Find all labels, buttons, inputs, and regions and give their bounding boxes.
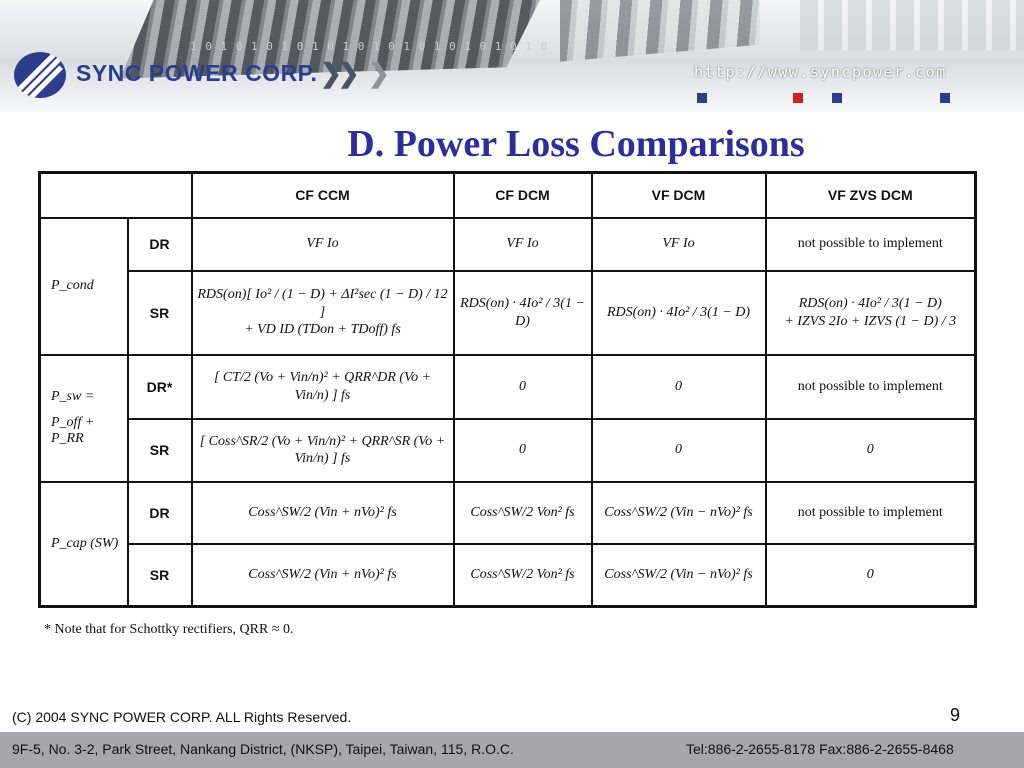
copyright-text: (C) 2004 SYNC POWER CORP. ALL Rights Reserved.: [12, 709, 352, 725]
formula-cell: [192, 271, 454, 355]
formula-line: + IZVS 2Io + IZVS (1 − D) / 3: [784, 313, 957, 329]
group-text: P_sw =: [51, 389, 95, 404]
decor-square: [793, 93, 803, 103]
decor-square: [697, 93, 707, 103]
formula-cell: RDS(on) · 4Io² / 3(1 − D): [454, 271, 592, 355]
column-header: CF CCM: [192, 173, 454, 218]
decor-square: [832, 93, 842, 103]
formula-cell: [766, 271, 976, 355]
table-header-row: [40, 173, 976, 218]
type-label: DR*: [128, 355, 192, 419]
table-row: [40, 419, 976, 482]
type-label: DR: [128, 218, 192, 271]
formula-cell: Coss^SW/2 Von² fs: [454, 544, 592, 607]
header-banner: [0, 0, 1024, 112]
formula-cell: VF Io: [454, 218, 592, 271]
value-cell: 0: [766, 419, 976, 482]
value-cell: 0: [592, 355, 766, 419]
table-row: [40, 218, 976, 271]
column-header: VF DCM: [592, 173, 766, 218]
formula-line: + VD ID (TDon + TDoff) fs: [244, 322, 401, 338]
formula-cell: [ CT/2 (Vo + Vin/n)² + QRR^DR (Vo + Vin/n) ] fs: [192, 355, 454, 419]
chevron-right-icon: ❯❯: [320, 58, 356, 88]
formula-cell: Coss^SW/2 (Vin + nVo)² fs: [192, 482, 454, 544]
group-text: P_cond: [51, 278, 94, 293]
building-graphic: [560, 0, 760, 112]
group-label-sw: [40, 355, 128, 482]
table-row: [40, 544, 976, 607]
footnote: * Note that for Schottky rectifiers, QRR ≈ 0.: [44, 622, 294, 637]
table-row: [40, 355, 976, 419]
formula-cell: VF Io: [592, 218, 766, 271]
formula-cell: Coss^SW/2 (Vin − nVo)² fs: [592, 482, 766, 544]
group-label-cond: [40, 218, 128, 355]
company-url: http://www.syncpower.com: [694, 63, 947, 81]
address-text: 9F-5, No. 3-2, Park Street, Nankang District, (NKSP), Taipei, Taiwan, 115, R.O.C.: [12, 741, 514, 757]
value-cell: 0: [592, 419, 766, 482]
value-cell: 0: [766, 544, 976, 607]
company-logo-icon: [14, 52, 66, 98]
contact-text: Tel:886-2-2655-8178 Fax:886-2-2655-8468: [686, 741, 954, 757]
not-possible-cell: not possible to implement: [766, 218, 976, 271]
type-label: SR: [128, 271, 192, 355]
type-label: SR: [128, 544, 192, 607]
chevron-right-icon: ❯: [368, 58, 386, 88]
company-name: SYNC POWER CORP.: [76, 60, 318, 86]
not-possible-cell: not possible to implement: [766, 355, 976, 419]
decor-square: [940, 93, 950, 103]
formula-cell: Coss^SW/2 Von² fs: [454, 482, 592, 544]
value-cell: 0: [454, 355, 592, 419]
slide-title: D. Power Loss Comparisons: [347, 123, 805, 165]
formula-cell: RDS(on) · 4Io² / 3(1 − D): [592, 271, 766, 355]
corner-cell: [40, 173, 192, 218]
table-row: [40, 482, 976, 544]
formula-cell: Coss^SW/2 (Vin + nVo)² fs: [192, 544, 454, 607]
formula-cell: VF Io: [192, 218, 454, 271]
binary-strip: 1 0 1 0 1 0 1 0 1 0 1 0 1 0 1 0 1 0 1 0 1 0 1 0: [190, 40, 549, 53]
group-text: P_cap (SW): [51, 535, 119, 551]
building-graphic: [120, 0, 540, 112]
type-label: SR: [128, 419, 192, 482]
formula-cell: [ Coss^SR/2 (Vo + Vin/n)² + QRR^SR (Vo + Vin/n) ] fs: [192, 419, 454, 482]
page-number: 9: [950, 705, 961, 725]
value-cell: 0: [454, 419, 592, 482]
column-header: VF ZVS DCM: [766, 173, 976, 218]
column-header: CF DCM: [454, 173, 592, 218]
power-loss-table: [38, 171, 977, 608]
type-label: DR: [128, 482, 192, 544]
group-text: P_off + P_RR: [51, 415, 95, 446]
formula-line: RDS(on)[ Io² / (1 − D) + ΔI²sec (1 − D) / 12 ]: [197, 287, 448, 320]
not-possible-cell: not possible to implement: [766, 482, 976, 544]
group-label-cap: [40, 482, 128, 607]
formula-line: RDS(on) · 4Io² / 3(1 − D): [798, 296, 942, 311]
formula-cell: Coss^SW/2 (Vin − nVo)² fs: [592, 544, 766, 607]
table-row: [40, 271, 976, 355]
footer-bar: [0, 732, 1024, 768]
